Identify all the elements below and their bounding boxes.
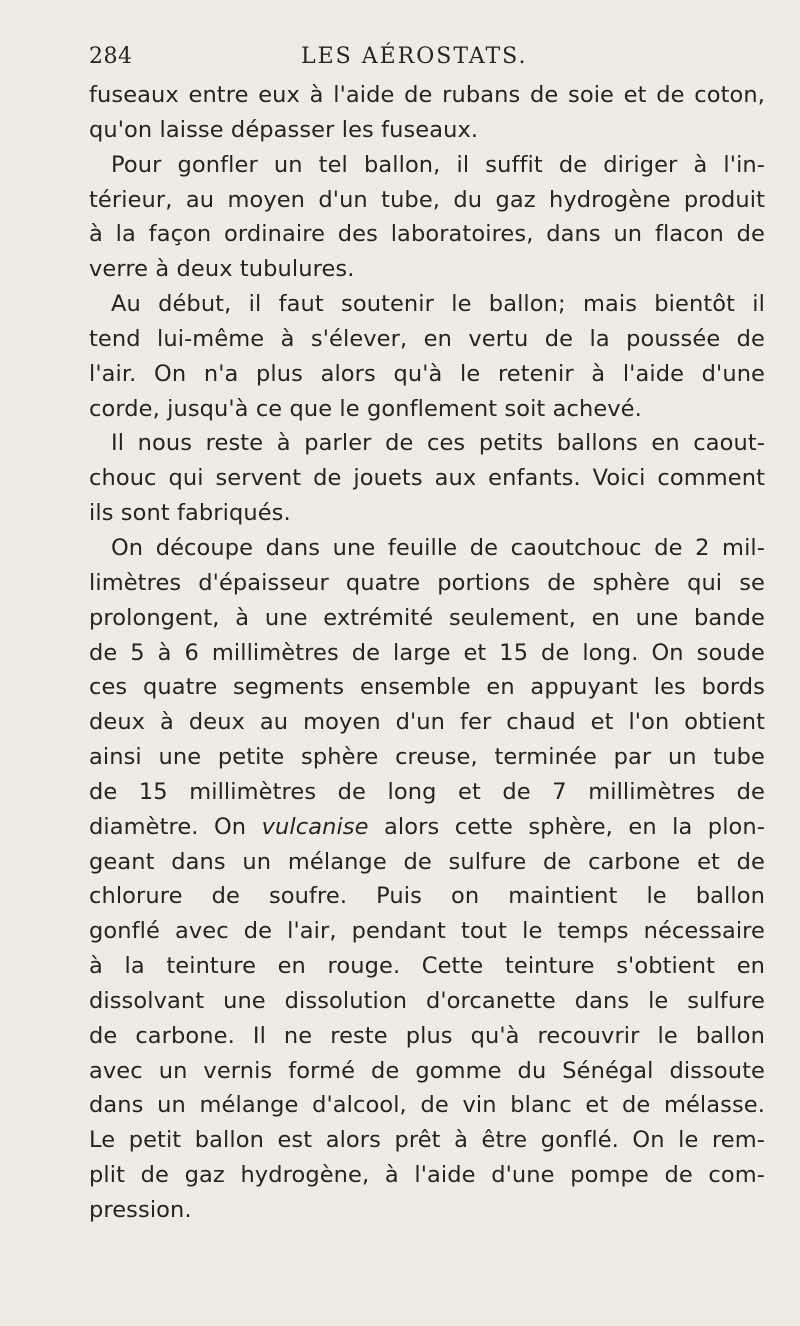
- text-line: deux à deux au moyen d'un fer chaud et l'on obtient: [89, 709, 765, 736]
- text-line: avec un vernis formé de gomme du Sénégal dissoute: [89, 1057, 765, 1084]
- text-run: alors cette sphère, en la plon-: [368, 813, 765, 840]
- text-line: de carbone. Il ne reste plus qu'à recouvrir le ballon: [89, 1022, 765, 1049]
- text-line: ces quatre segments ensemble en appuyant les bords: [89, 674, 765, 701]
- text-line: limètres d'épaisseur quatre portions de sphère qui se: [89, 569, 765, 596]
- text-line: fuseaux entre eux à l'aide de rubans de soie et de coton,: [89, 82, 765, 108]
- text-line: plit de gaz hydrogène, à l'aide d'une pompe de com-: [89, 1162, 765, 1189]
- text-line: gonflé avec de l'air, pendant tout le temps nécessaire: [89, 918, 765, 945]
- text-line: de 15 millimètres de long et de 7 millimètres de: [89, 778, 765, 805]
- text-line: dans un mélange d'alcool, de vin blanc et de mélasse.: [89, 1092, 765, 1119]
- running-head: [89, 44, 765, 80]
- text-line: chlorure de soufre. Puis on maintient le ballon: [89, 883, 765, 910]
- text-line: de 5 à 6 millimètres de large et 15 de long. On soude: [89, 639, 765, 666]
- text-line: chouc qui servent de jouets aux enfants. Voici comment: [89, 465, 765, 492]
- text-run: diamètre. On: [89, 813, 262, 840]
- running-title: LES AÉROSTATS.: [301, 44, 528, 69]
- page-number: 284: [89, 44, 133, 69]
- text-line: On découpe dans une feuille de caoutchouc de 2 mil-: [111, 534, 765, 561]
- text-line: verre à deux tubulures.: [89, 256, 355, 283]
- text-line: dissolvant une dissolution d'orcanette dans le sulfure: [89, 987, 765, 1014]
- body-text: [89, 78, 765, 1228]
- text-line: Au début, il faut soutenir le ballon; mais bientôt il: [111, 291, 765, 318]
- text-line: pression.: [89, 1197, 192, 1223]
- text-line: tend lui-même à s'élever, en vertu de la poussée de: [89, 325, 765, 352]
- text-line: térieur, au moyen d'un tube, du gaz hydrogène produit: [89, 186, 765, 213]
- text-line: geant dans un mélange de sulfure de carbone et de: [89, 848, 765, 875]
- text-line: ainsi une petite sphère creuse, terminée par un tube: [89, 744, 765, 771]
- text-line: Pour gonfler un tel ballon, il suffit de diriger à l'in-: [111, 151, 765, 178]
- text-line: l'air. On n'a plus alors qu'à le retenir à l'aide d'une: [89, 360, 765, 387]
- text-line: prolongent, à une extrémité seulement, en une bande: [89, 604, 765, 631]
- text-line: qu'on laisse dépasser les fuseaux.: [89, 116, 479, 143]
- text-line: corde, jusqu'à ce que le gonflement soit achevé.: [89, 395, 642, 422]
- text-line: ils sont fabriqués.: [89, 500, 291, 527]
- italic-term: vulcanise: [261, 813, 369, 840]
- text-line: Le petit ballon est alors prêt à être gonflé. On le rem-: [89, 1127, 765, 1154]
- text-line: à la façon ordinaire des laboratoires, dans un flacon de: [89, 221, 765, 248]
- text-line-mixed: [89, 810, 765, 845]
- text-line: à la teinture en rouge. Cette teinture s'obtient en: [89, 953, 765, 980]
- text-line: Il nous reste à parler de ces petits ballons en caout-: [111, 430, 765, 457]
